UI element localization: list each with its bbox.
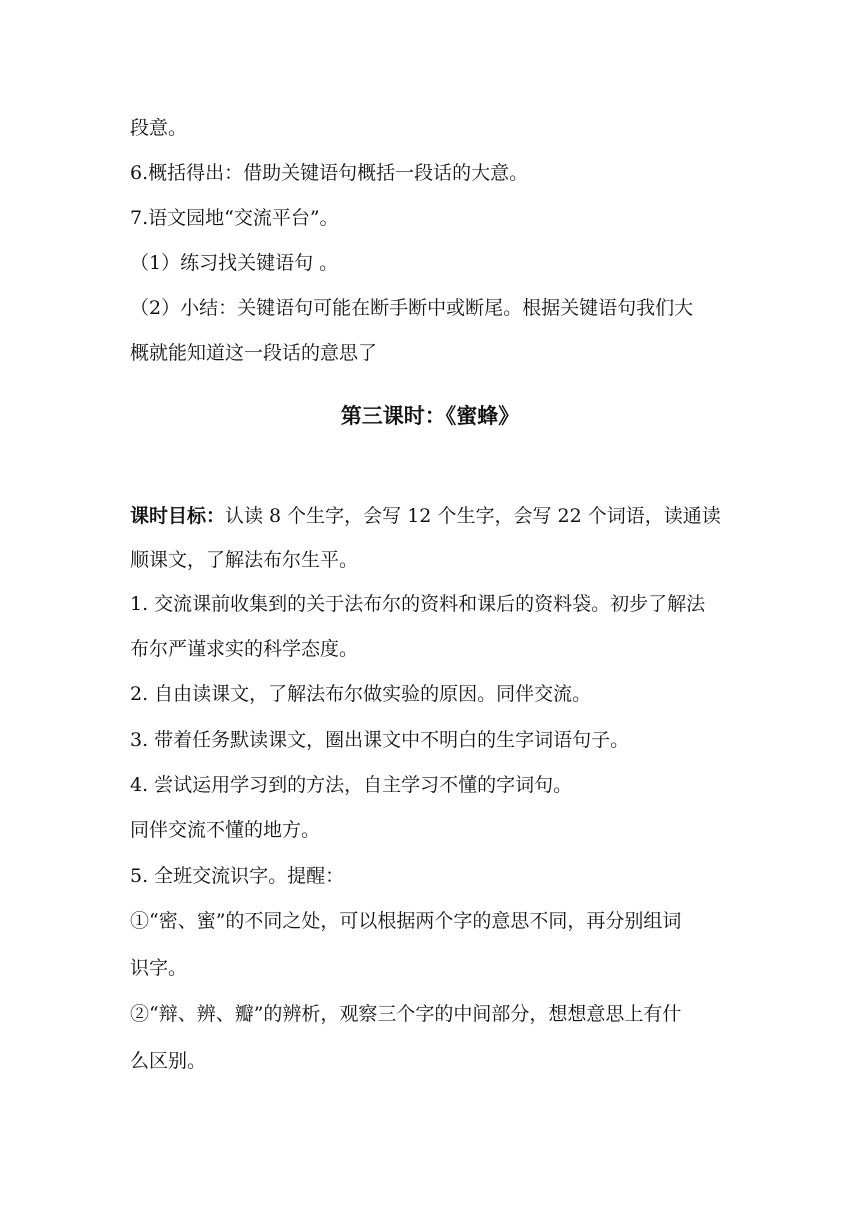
step-line: ①“密、蜜”的不同之处，可以根据两个字的意思不同，再分别组词 — [130, 910, 682, 932]
paragraph-line: 7.语文园地“交流平台”。 — [130, 207, 339, 229]
paragraph-line: 段意。 — [130, 117, 188, 139]
step-line: 4. 尝试运用学习到的方法，自主学习不懂的字词句。 — [130, 774, 573, 796]
step-line: 1. 交流课前收集到的关于法布尔的资料和课后的资料袋。初步了解法 — [130, 593, 706, 615]
paragraph-line: （1）练习找关键语句 。 — [130, 252, 339, 274]
objective-line — [130, 504, 740, 528]
step-line: 同伴交流不懂的地方。 — [130, 819, 321, 841]
section-title: 第三课时：《蜜蜂》 — [340, 404, 520, 428]
step-line: 识字。 — [130, 957, 188, 979]
step-line: 5. 全班交流识字。提醒： — [130, 865, 345, 887]
paragraph-line: 概就能知道这一段话的意思了 — [130, 342, 378, 364]
paragraph-line: （2）小结：关键语句可能在断手断中或断尾。根据关键语句我们大 — [130, 297, 694, 319]
objective-text: 认读 8 个生字，会写 12 个生字，会写 22 个词语，读通读 — [225, 505, 721, 527]
step-line: 3. 带着任务默读课文，圈出课文中不明白的生字词语句子。 — [130, 729, 630, 751]
step-line: 2. 自由读课文，了解法布尔做实验的原因。同伴交流。 — [130, 683, 592, 705]
paragraph-line: 6.概括得出：借助关键语句概括一段话的大意。 — [130, 162, 529, 184]
step-line: ②“辩、辨、瓣”的辨析，观察三个字的中间部分，想想意思上有什 — [130, 1003, 682, 1025]
step-line: 么区别。 — [130, 1050, 207, 1072]
step-line: 布尔严谨求实的科学态度。 — [130, 638, 359, 660]
objective-label: 课时目标： — [130, 505, 226, 527]
objective-line-continued: 顺课文，了解法布尔生平。 — [130, 549, 359, 571]
